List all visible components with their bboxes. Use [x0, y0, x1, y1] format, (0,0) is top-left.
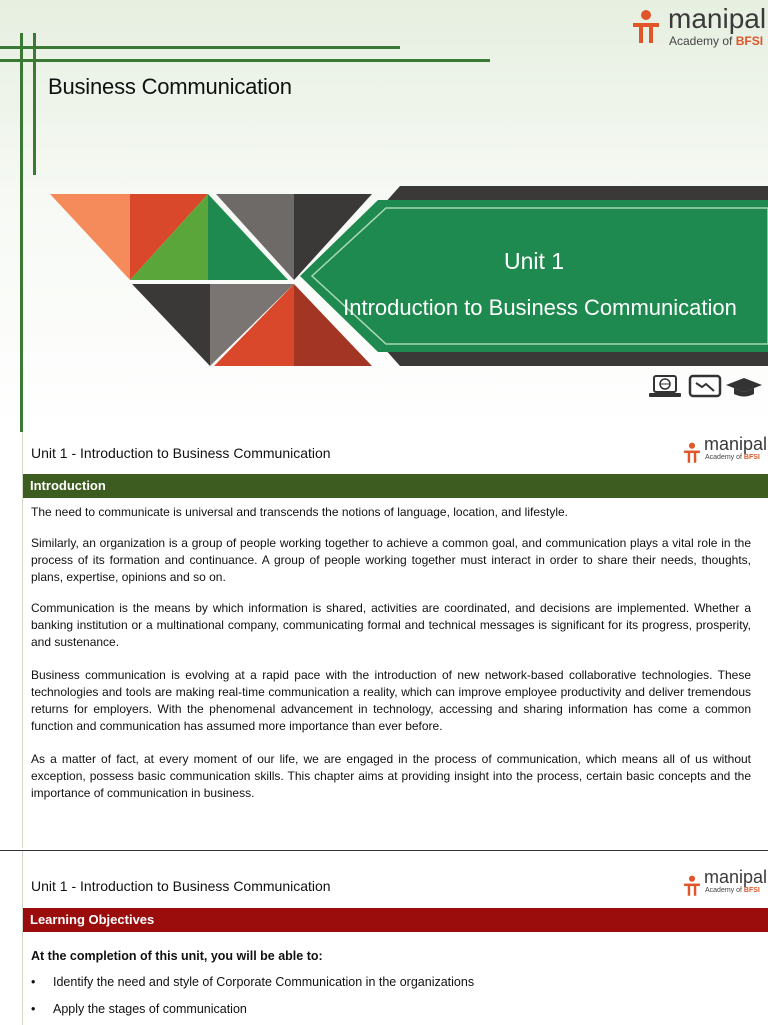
paragraph: As a matter of fact, at every moment of our life, we are engaged in the process of communication, which means all of us without exception, possess basic communication skills. This chapter aims at providing insight into the process, certain basic concepts and the importance of communication in business.	[31, 752, 751, 800]
unit-label: Unit 1	[503, 248, 565, 274]
section-bar-learning-objectives: Learning Objectives	[23, 908, 768, 932]
chart-screen-icon	[690, 376, 720, 396]
icon-row	[648, 374, 764, 400]
manipal-logo-icon	[630, 9, 662, 45]
introduction-slide	[0, 432, 768, 848]
logo-subtitle: Academy of BFSI	[705, 887, 760, 894]
decor-line	[0, 59, 490, 62]
paragraph: Similarly, an organization is a group of people working together to achieve a common goal, and communication plays a vital role in the process of its formation and continuance. A group of people working together must interact in order to share their needs, thoughts, plans, expertise, opinions and so on.	[31, 536, 751, 584]
title-slide	[0, 0, 768, 432]
manipal-logo-icon	[682, 875, 702, 897]
logo-word: manipal	[704, 867, 768, 887]
unit-title: Introduction to Business Communication	[343, 295, 737, 320]
margin-line	[22, 851, 23, 1025]
slide-header: Unit 1 - Introduction to Business Communication	[31, 878, 331, 894]
course-title: Business Communication	[48, 74, 292, 99]
logo-word: manipal	[704, 434, 768, 454]
paragraph: Communication is the means by which information is shared, activities are coordinated, and decisions are implemented. Whether a banking institution or a multinational company, communicating formal and technical messages is significant for its progress, prosperity, and sustenance.	[31, 601, 751, 649]
manipal-logo	[680, 434, 766, 466]
learning-objectives-slide	[0, 850, 768, 1025]
list-item: • Identify the need and style of Corporate Communication in the organizations	[31, 975, 475, 989]
unit-banner	[300, 186, 768, 366]
section-bar-introduction: Introduction	[23, 474, 768, 498]
bullet-icon: •	[31, 975, 36, 989]
laptop-globe-icon	[649, 376, 681, 397]
decor-line	[0, 46, 400, 49]
logo-word: manipal	[668, 3, 767, 34]
objectives-intro: At the completion of this unit, you will be able to:	[31, 949, 323, 963]
list-item: • Apply the stages of communication	[31, 1002, 247, 1016]
paragraph: Business communication is evolving at a rapid pace with the introduction of new network-based collaborative technologies. These technologies and tools are making real-time communication a reality, which can improve employee productivity and deliver tremendous returns for employers. With the phenomenal advancement in technology, accessing and sharing information has come a common function and communication has assumed more importance than ever before.	[31, 668, 751, 733]
manipal-logo	[628, 3, 767, 50]
decor-line	[33, 33, 36, 175]
bullet-icon: •	[31, 1002, 36, 1016]
manipal-logo-icon	[682, 442, 702, 464]
logo-subtitle: Academy of BFSI	[669, 34, 764, 48]
decor-line	[20, 33, 23, 432]
slide-header: Unit 1 - Introduction to Business Communication	[31, 445, 331, 461]
paragraph: The need to communicate is universal and transcends the notions of language, location, and lifestyle.	[31, 505, 568, 519]
manipal-logo	[680, 867, 766, 899]
graduation-cap-icon	[726, 378, 762, 397]
logo-subtitle: Academy of BFSI	[705, 454, 760, 461]
